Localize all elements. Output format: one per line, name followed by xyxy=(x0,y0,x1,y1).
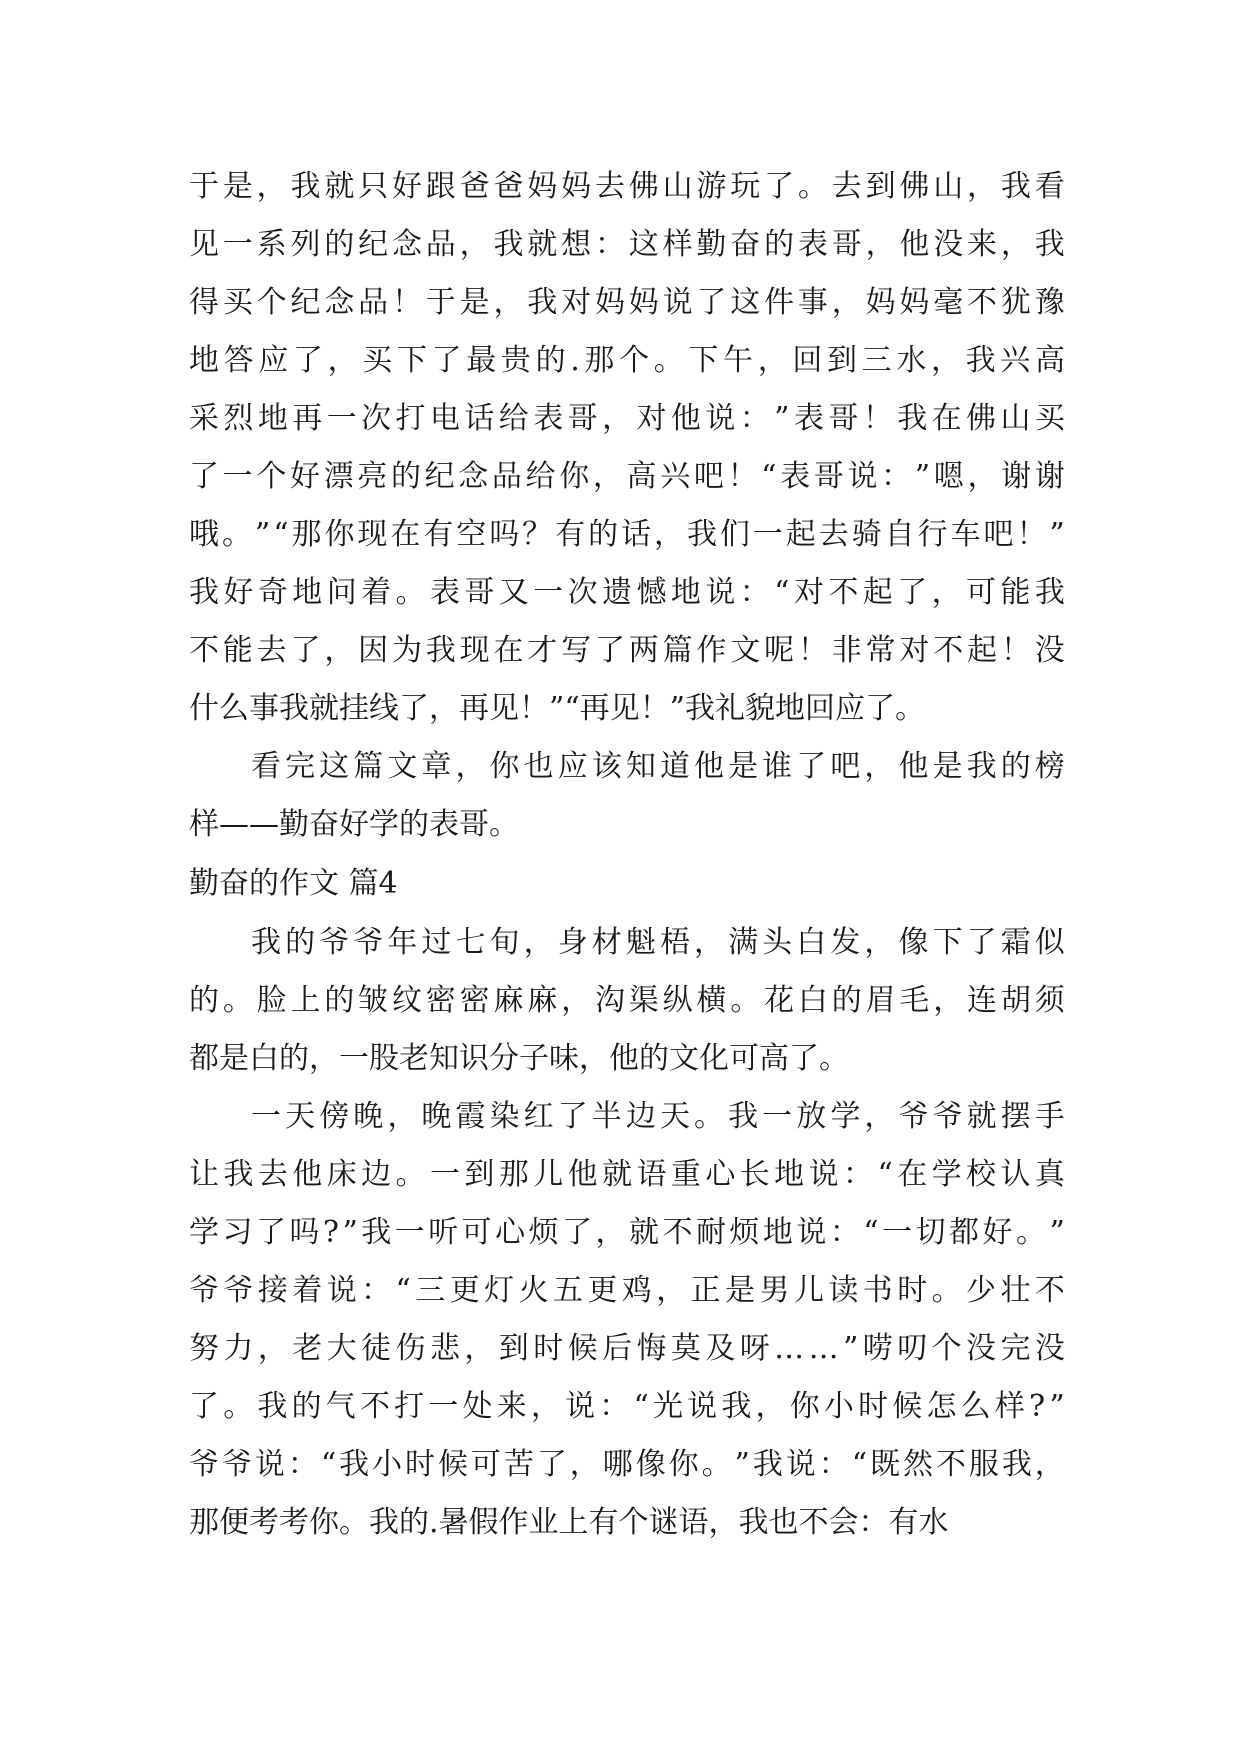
text-line: 那便考考你。我的.暑假作业上有个谜语，我也不会：有水 xyxy=(189,1505,949,1540)
text-line: 学 习 了 吗 ? ” 我 一 听 可 心 烦 了 ， 就 不 耐 烦 地 说 ： “ 一 切 都 好 。 ” xyxy=(189,1215,1065,1250)
text-line: 得 买 个 纪 念 品 ！ 于 是 ， 我 对 妈 妈 说 了 这 件 事 ， 妈 妈 毫 不 犹 豫 xyxy=(189,285,1065,320)
document-body xyxy=(189,158,1065,1552)
text-line: 我 好 奇 地 问 着 。 表 哥 又 一 次 遗 憾 地 说 ： “ 对 不 起 了 ， 可 能 我 xyxy=(189,575,1065,610)
paragraph-continued xyxy=(189,158,1065,738)
paragraph-conclusion xyxy=(189,738,1065,854)
text-line: 了 。 我 的 气 不 打 一 处 来 ， 说 ： “ 光 说 我 ， 你 小 时 候 怎 么 样 ? ” xyxy=(189,1389,1065,1424)
section-heading: 勤奋的作文 篇4 xyxy=(189,866,398,901)
text-line: 努 力 ， 老 大 徒 伤 悲 ， 到 时 候 后 悔 莫 及 呀 … … ” 唠 叨 个 没 完 没 xyxy=(189,1331,1065,1366)
text-line: 于 是 ， 我 就 只 好 跟 爸 爸 妈 妈 去 佛 山 游 玩 了 。 去 到 佛 山 ， 我 看 xyxy=(189,169,1065,204)
paragraph-grandpa-intro xyxy=(189,914,1065,1088)
text-line: 哦 。 ” “ 那 你 现 在 有 空 吗 ？ 有 的 话 ， 我 们 一 起 去 骑 自 行 车 吧 ！ ” xyxy=(189,517,1065,552)
text-line: 都是白的，一股老知识分子味，他的文化可高了。 xyxy=(189,1041,849,1076)
text-line: 采 烈 地 再 一 次 打 电 话 给 表 哥 ， 对 他 说 ： ” 表 哥 ！ 我 在 佛 山 买 xyxy=(189,401,1065,436)
text-line: 我 的 爷 爷 年 过 七 旬 ， 身 材 魁 梧 ， 满 头 白 发 ， 像 下 了 霜 似 xyxy=(251,925,1065,960)
paragraph-evening xyxy=(189,1088,1065,1552)
text-line: 不 能 去 了 ， 因 为 我 现 在 才 写 了 两 篇 作 文 呢 ！ 非 常 对 不 起 ！ 没 xyxy=(189,633,1065,668)
text-line: 让 我 去 他 床 边 。 一 到 那 儿 他 就 语 重 心 长 地 说 ： “ 在 学 校 认 真 xyxy=(189,1157,1065,1192)
text-line: 一 天 傍 晚 ， 晚 霞 染 红 了 半 边 天 。 我 一 放 学 ， 爷 爷 就 摆 手 xyxy=(251,1099,1065,1134)
text-line: 样——勤奋好学的表哥。 xyxy=(189,807,519,842)
text-line: 地 答 应 了 ， 买 下 了 最 贵 的 . 那 个 。 下 午 ， 回 到 三 水 ， 我 兴 高 xyxy=(189,343,1065,378)
text-line: 爷 爷 说 ： “ 我 小 时 候 可 苦 了 ， 哪 像 你 。 ” 我 说 ： “ 既 然 不 服 我 ， xyxy=(189,1447,1065,1482)
text-line: 见 一 系 列 的 纪 念 品 ， 我 就 想 ： 这 样 勤 奋 的 表 哥 ， 他 没 来 ， 我 xyxy=(189,227,1065,262)
text-line: 爷 爷 接 着 说 ： “ 三 更 灯 火 五 更 鸡 ， 正 是 男 儿 读 书 时 。 少 壮 不 xyxy=(189,1273,1065,1308)
text-line: 了 一 个 好 漂 亮 的 纪 念 品 给 你 ， 高 兴 吧 ！ “ 表 哥 说 ： ” 嗯 ， 谢 谢 xyxy=(189,459,1065,494)
text-line: 看 完 这 篇 文 章 ， 你 也 应 该 知 道 他 是 谁 了 吧 ， 他 是 我 的 榜 xyxy=(251,749,1065,784)
text-line: 的 。 脸 上 的 皱 纹 密 密 麻 麻 ， 沟 渠 纵 横 。 花 白 的 眉 毛 ， 连 胡 须 xyxy=(189,983,1065,1018)
text-line: 什么事我就挂线了，再见！”“再见！”我礼貌地回应了。 xyxy=(189,691,926,726)
